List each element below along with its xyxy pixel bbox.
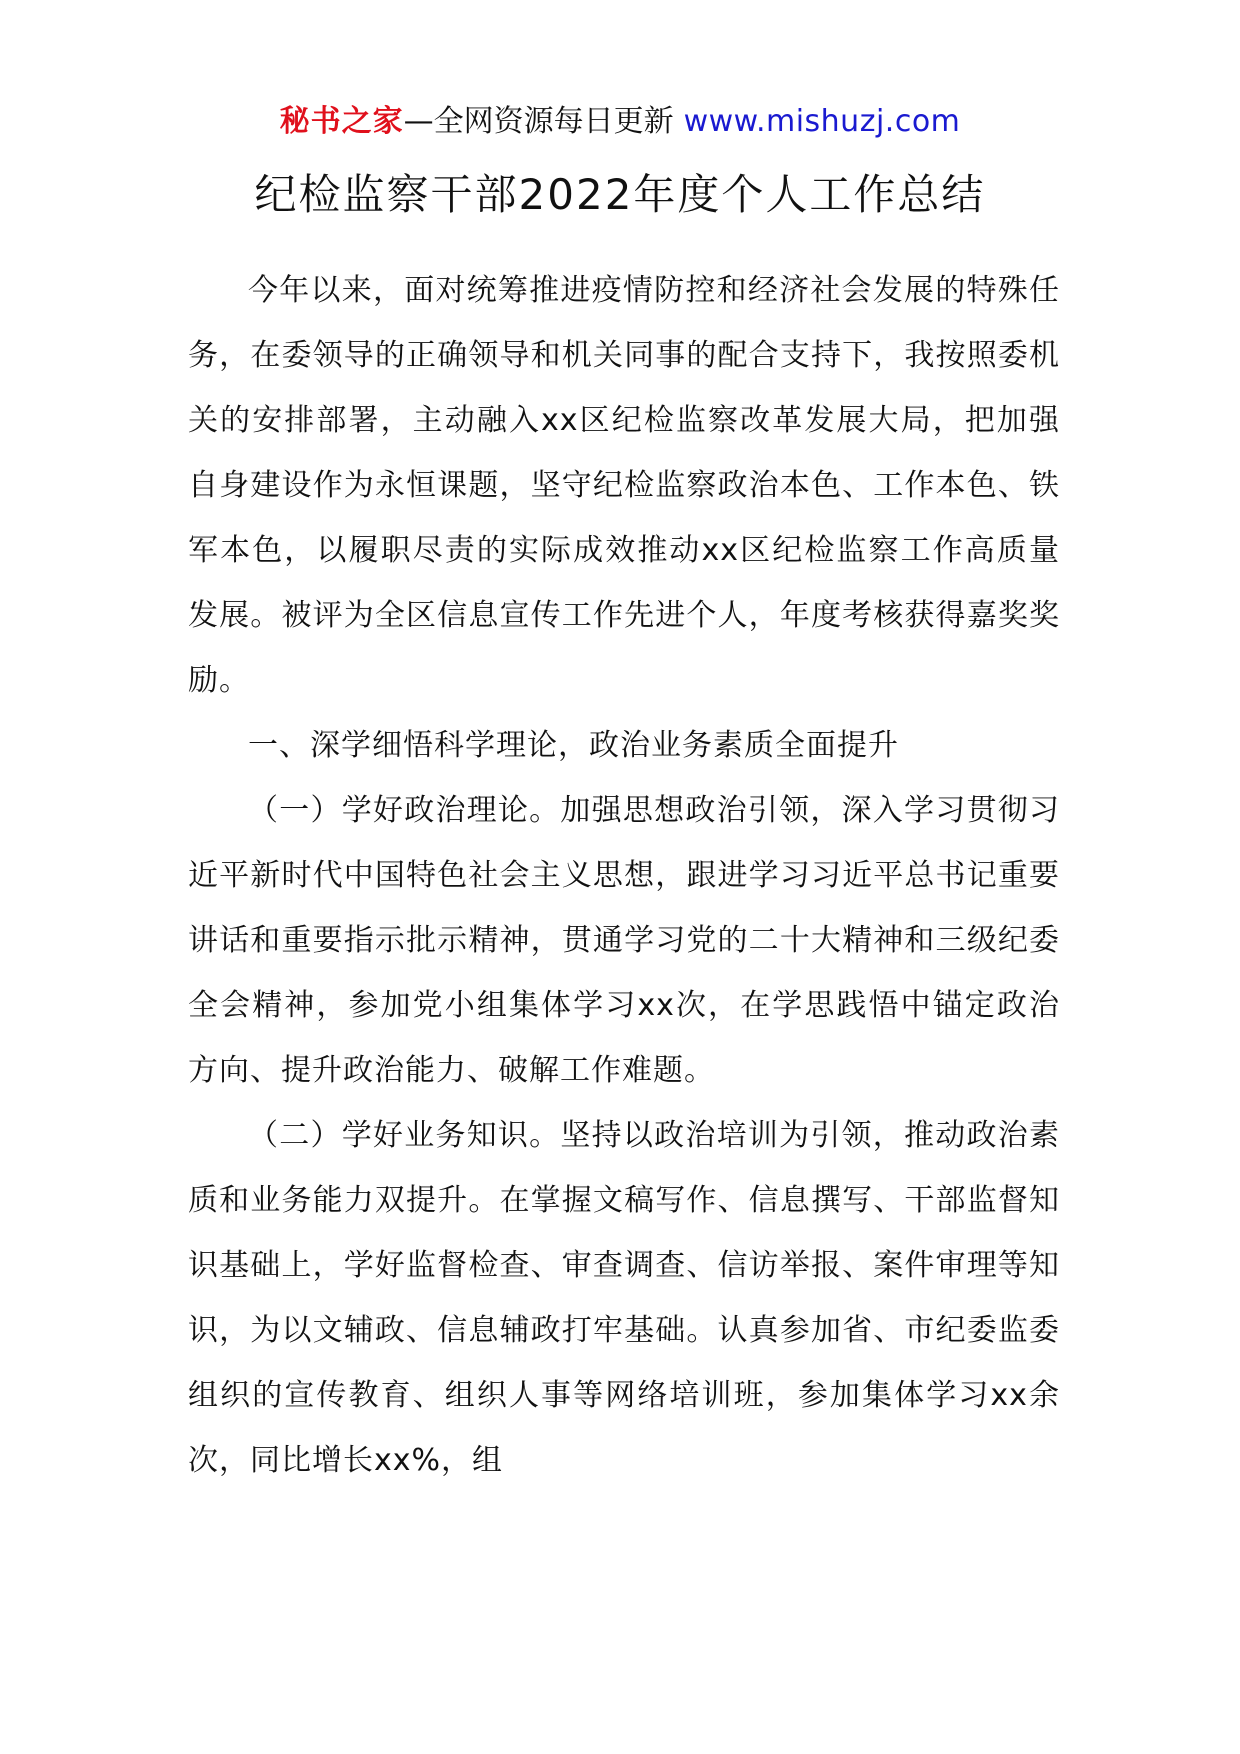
brand-name: 秘书之家 xyxy=(279,104,404,139)
site-header xyxy=(0,100,1240,144)
site-url-link[interactable]: www.mishuzj.com xyxy=(683,104,961,139)
paragraph-subsection-2: （二）学好业务知识。坚持以政治培训为引领，推动政治素质和业务能力双提升。在掌握文稿写作、信息撰写、干部监督知识基础上，学好监督检查、审查调查、信访举报、案件审理等知识，为以文辅政、信息辅政打牢基础。认真参加省、市纪委监委组织的宣传教育、组织人事等网络培训班，参加集体学习xx余次，同比增长xx%，组 xyxy=(188,1118,1060,1478)
document-body xyxy=(188,258,1060,1493)
paragraph-subsection-1: （一）学好政治理论。加强思想政治引领，深入学习贯彻习近平新时代中国特色社会主义思想，跟进学习习近平总书记重要讲话和重要指示批示精神，贯通学习党的二十大精神和三级纪委全会精神，参加党小组集体学习xx次，在学思践悟中锚定政治方向、提升政治能力、破解工作难题。 xyxy=(188,793,1060,1088)
document-title: 纪检监察干部2022年度个人工作总结 xyxy=(254,170,986,219)
paragraph-intro: 今年以来，面对统筹推进疫情防控和经济社会发展的特殊任务，在委领导的正确领导和机关同事的配合支持下，我按照委机关的安排部署，主动融入xx区纪检监察改革发展大局，把加强自身建设作为永恒课题，坚守纪检监察政治本色、工作本色、铁军本色，以履职尽责的实际成效推动xx区纪检监察工作高质量发展。被评为全区信息宣传工作先进个人，年度考核获得嘉奖奖励。 xyxy=(188,273,1060,698)
section-heading-1: 一、深学细悟科学理论，政治业务素质全面提升 xyxy=(248,728,899,763)
site-tagline: —全网资源每日更新 xyxy=(403,104,674,139)
